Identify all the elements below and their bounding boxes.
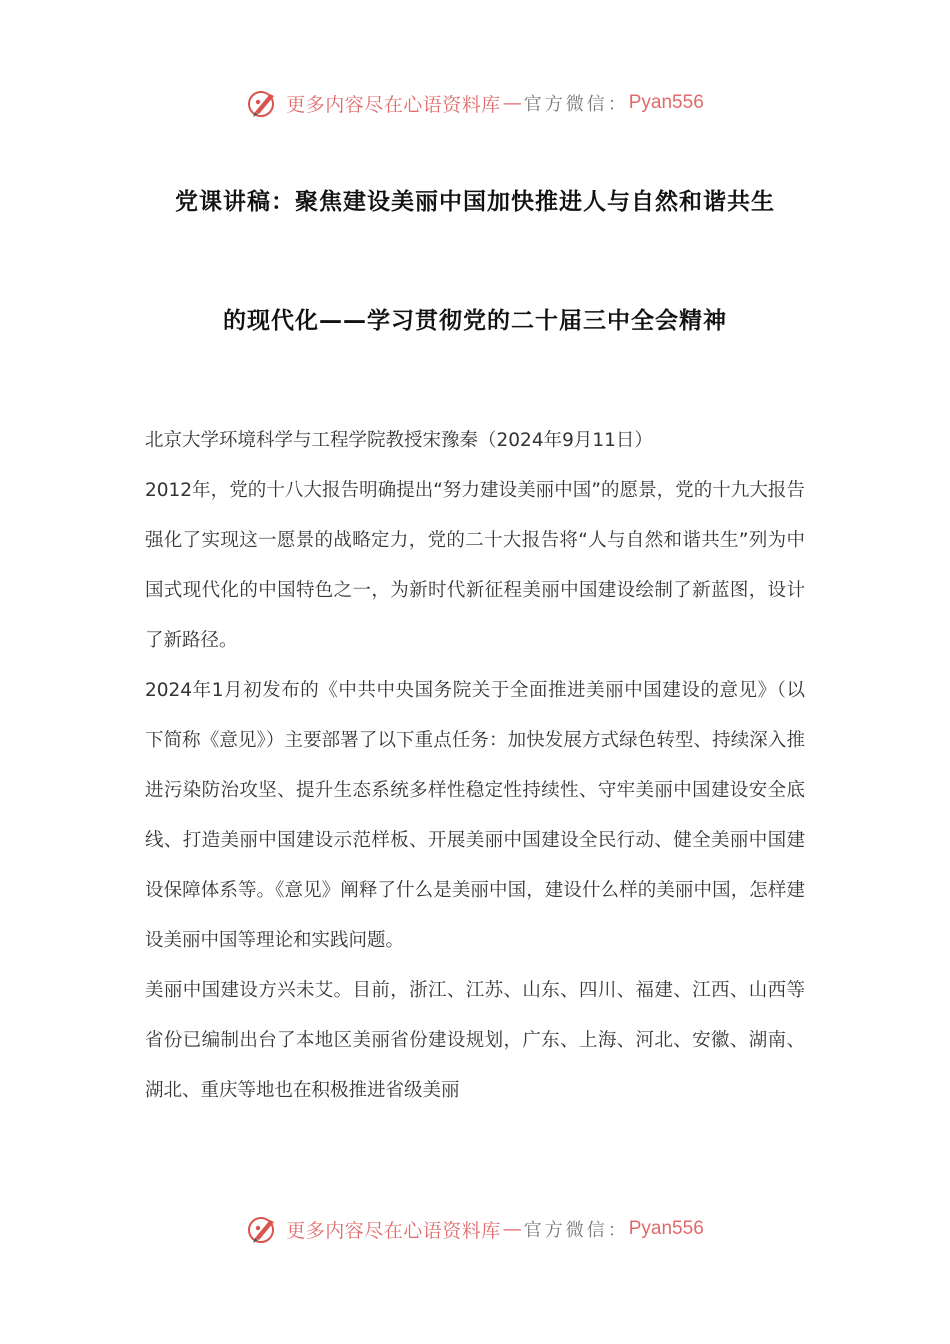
document-title-line-1: 党课讲稿：聚焦建设美丽中国加快推进人与自然和谐共生 — [175, 189, 775, 215]
paragraph-3: 美丽中国建设方兴未艾。目前，浙江、江苏、山东、四川、福建、江西、山西等省份已编制出台了本地区美丽省份建设规划，广东、上海、河北、安徽、湖南、湖北、重庆等地也在积极推进省级美丽 — [145, 980, 805, 1101]
document-title-line-2: 的现代化——学习贯彻党的二十届三中全会精神 — [223, 308, 727, 334]
byline: 北京大学环境科学与工程学院教授宋豫秦（2024年9月11日） — [145, 430, 653, 451]
wechat-label: 官方微信： — [523, 94, 629, 115]
pen-circle-icon — [246, 86, 280, 120]
wechat-id: Pyan556 — [628, 1218, 704, 1239]
paragraph-1: 2012年，党的十八大报告明确提出“努力建设美丽中国”的愿景，党的十九大报告强化了实现这一愿景的战略定力，党的二十大报告将“人与自然和谐共生”列为中国式现代化的中国特色之一，为新时代新征程美丽中国建设绘制了新蓝图，设计了新路径。 — [145, 480, 805, 651]
wechat-label: 官方微信： — [523, 1220, 629, 1241]
paragraph-2: 2024年1月初发布的《中共中央国务院关于全面推进美丽中国建设的意见》（以下简称《意见》）主要部署了以下重点任务：加快发展方式绿色转型、持续深入推进污染防治攻坚、提升生态系统多样性稳定性持续性、守牢美丽中国建设安全底线、打造美丽中国建设示范样板、开展美丽中国建设全民行动、健全美丽中国建设保障体系等。《意见》阐释了什么是美丽中国，建设什么样的美丽中国，怎样建设美丽中国等理论和实践问题。 — [145, 680, 805, 951]
site-name: 更多内容尽在心语资料库 — [286, 93, 501, 116]
header-banner — [0, 83, 950, 123]
document-body — [145, 416, 805, 1116]
site-name: 更多内容尽在心语资料库 — [286, 1219, 501, 1242]
separator: — — [502, 92, 522, 114]
footer-banner — [0, 1209, 950, 1249]
wechat-id: Pyan556 — [628, 92, 704, 113]
separator: — — [502, 1218, 522, 1240]
pen-circle-icon — [246, 1212, 280, 1246]
